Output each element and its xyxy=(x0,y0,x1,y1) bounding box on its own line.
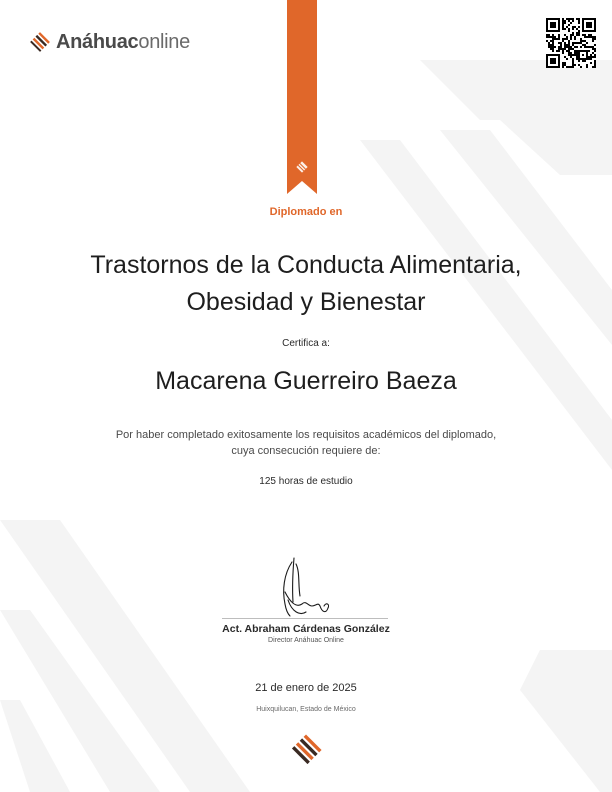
completion-statement-line-2: cuya consecución requiere de: xyxy=(231,445,381,457)
study-hours: 125 horas de estudio xyxy=(259,476,353,487)
logo-wordmark-bold: Anáhuac xyxy=(56,30,139,53)
recipient-name: Macarena Guerreiro Baeza xyxy=(155,367,457,395)
program-title-line-2: Obesidad y Bienestar xyxy=(186,288,426,316)
completion-statement-line-1: Por haber completado exitosamente los requisitos académicos del diplomado, xyxy=(115,429,497,441)
signature-line xyxy=(222,618,388,619)
logo-wordmark-light: online xyxy=(138,30,190,53)
anahuac-logo-icon xyxy=(28,30,52,54)
orange-ribbon xyxy=(287,0,317,194)
issue-date: 21 de enero de 2025 xyxy=(255,682,357,694)
certifies-label: Certifica a: xyxy=(282,338,330,349)
brand-logo xyxy=(28,30,190,54)
logo-wordmark xyxy=(56,31,190,54)
completion-statement xyxy=(60,427,552,459)
signatory-role: Director Anáhuac Online xyxy=(268,637,344,644)
anahuac-emblem-icon xyxy=(288,732,324,768)
issue-location: Huixquilucan, Estado de México xyxy=(256,706,356,713)
program-type-label: Diplomado en xyxy=(269,206,343,218)
program-title xyxy=(40,247,572,321)
signature-image xyxy=(276,556,334,620)
signatory-name: Act. Abraham Cárdenas González xyxy=(222,623,390,635)
verification-qr-code[interactable] xyxy=(546,18,596,68)
program-title-line-1: Trastornos de la Conducta Alimentaria, xyxy=(90,251,522,279)
